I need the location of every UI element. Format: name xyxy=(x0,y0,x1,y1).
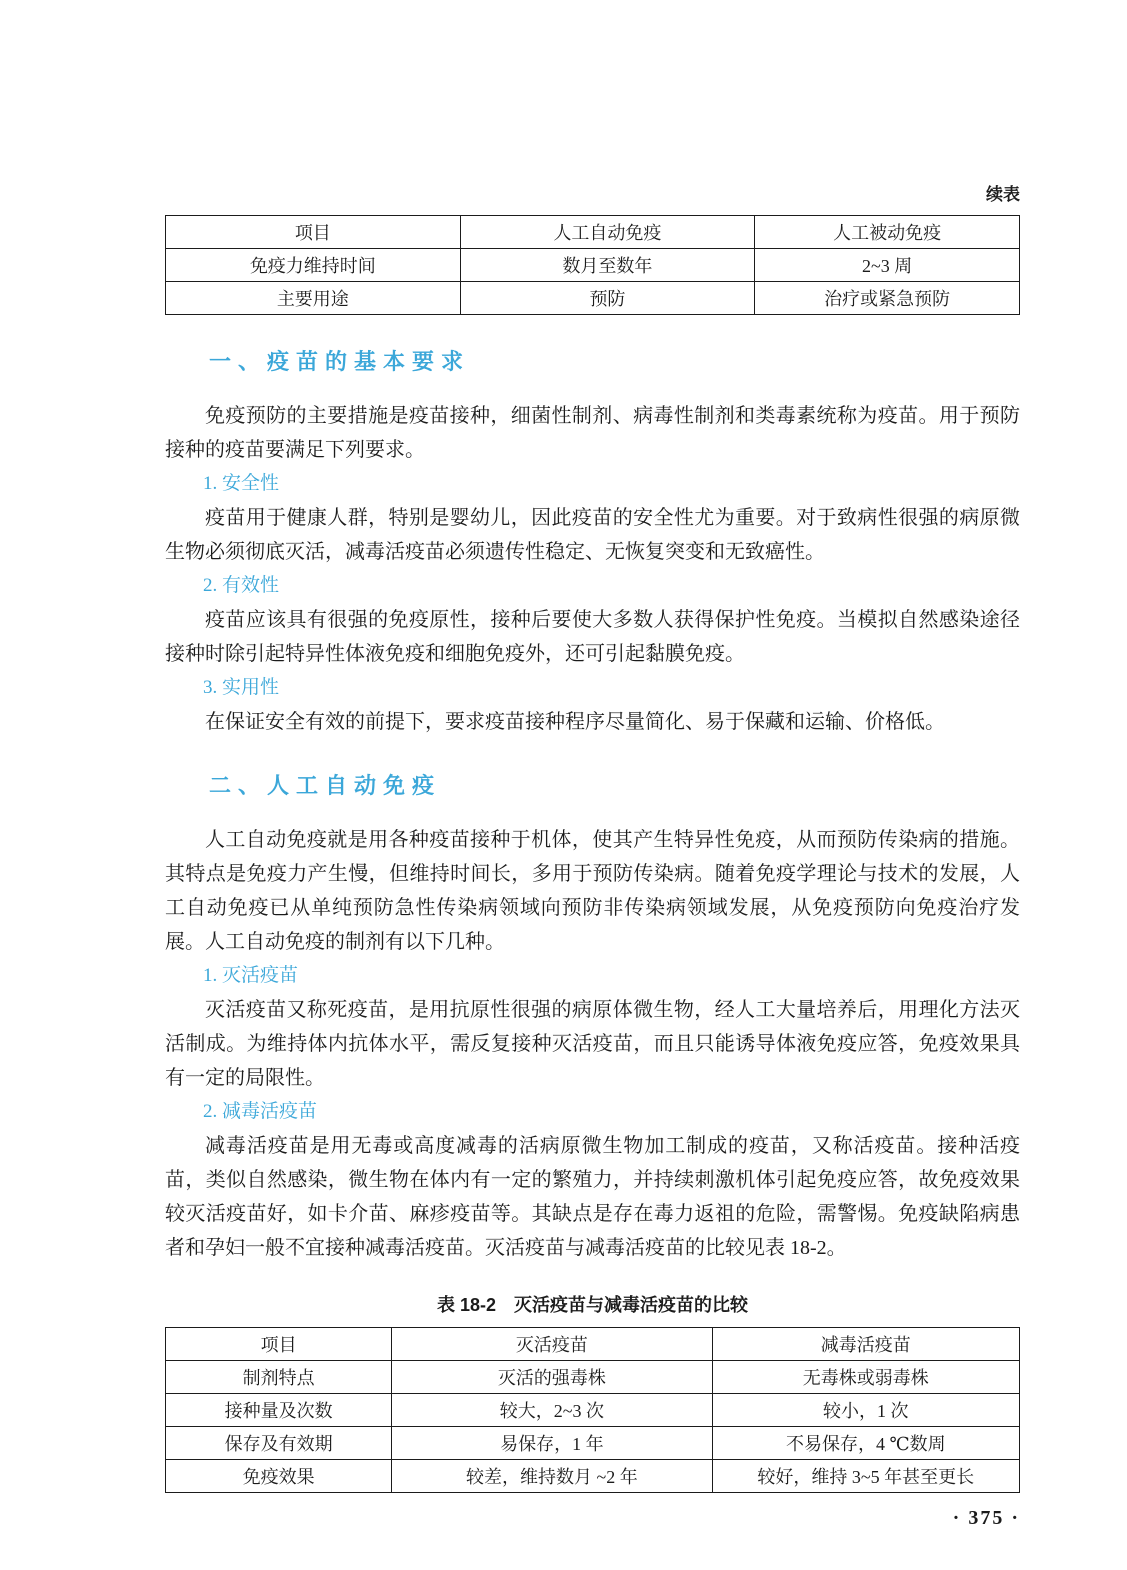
table-header-row xyxy=(166,1328,1020,1361)
table-cell: 免疫力维持时间 xyxy=(166,249,461,282)
continued-table xyxy=(165,215,1020,315)
table-header-cell: 项目 xyxy=(166,1328,392,1361)
table-cell: 免疫效果 xyxy=(166,1460,392,1493)
table-row xyxy=(166,1394,1020,1427)
paragraph-practicality: 在保证安全有效的前提下，要求疫苗接种程序尽量简化、易于保藏和运输、价格低。 xyxy=(205,711,945,733)
section-1-intro-paragraph: 免疫预防的主要措施是疫苗接种，细菌性制剂、病毒性制剂和类毒素统称为疫苗。用于预防接种的疫苗要满足下列要求。 xyxy=(165,405,1020,461)
table-row xyxy=(166,1361,1020,1394)
table-cell: 较小，1 次 xyxy=(712,1394,1019,1427)
subheading-effectiveness: 2. 有效性 xyxy=(203,575,280,596)
table-header-cell: 项目 xyxy=(166,216,461,249)
table-cell: 数月至数年 xyxy=(460,249,755,282)
table-cell: 易保存，1 年 xyxy=(392,1427,712,1460)
table-cell: 灭活的强毒株 xyxy=(392,1361,712,1394)
table-cell: 预防 xyxy=(460,282,755,315)
table-row xyxy=(166,282,1020,315)
table-cell: 制剂特点 xyxy=(166,1361,392,1394)
table-header-row xyxy=(166,216,1020,249)
table-cell: 接种量及次数 xyxy=(166,1394,392,1427)
paragraph-inactivated-vaccine: 灭活疫苗又称死疫苗，是用抗原性很强的病原体微生物，经人工大量培养后，用理化方法灭活制成。为维持体内抗体水平，需反复接种灭活疫苗，而且只能诱导体液免疫应答，免疫效果具有一定的局限性。 xyxy=(165,999,1020,1089)
paragraph-safety: 疫苗用于健康人群，特别是婴幼儿，因此疫苗的安全性尤为重要。对于致病性很强的病原微生物必须彻底灭活，减毒活疫苗必须遗传性稳定、无恢复突变和无致癌性。 xyxy=(165,507,1020,563)
paragraph-attenuated-vaccine: 减毒活疫苗是用无毒或高度减毒的活病原微生物加工制成的疫苗，又称活疫苗。接种活疫苗，类似自然感染，微生物在体内有一定的繁殖力，并持续刺激机体引起免疫应答，故免疫效果较灭活疫苗好，如卡介苗、麻疹疫苗等。其缺点是存在毒力返祖的危险，需警惕。免疫缺陷病患者和孕妇一般不宜接种减毒活疫苗。灭活疫苗与减毒活疫苗的比较见表 18-2。 xyxy=(165,1135,1020,1259)
table-cell: 主要用途 xyxy=(166,282,461,315)
continued-table-label: 续表 xyxy=(986,185,1020,204)
table-cell: 不易保存，4 ℃数周 xyxy=(712,1427,1019,1460)
subheading-inactivated-vaccine: 1. 灭活疫苗 xyxy=(203,965,299,986)
table-cell: 较好，维持 3~5 年甚至更长 xyxy=(712,1460,1019,1493)
table-cell: 较差，维持数月 ~2 年 xyxy=(392,1460,712,1493)
section-2-title: 二、人工自动免疫 xyxy=(209,773,442,798)
table-18-2 xyxy=(165,1327,1020,1493)
section-2-intro-paragraph: 人工自动免疫就是用各种疫苗接种于机体，使其产生特异性免疫，从而预防传染病的措施。其特点是免疫力产生慢，但维持时间长，多用于预防传染病。随着免疫学理论与技术的发展，人工自动免疫已从单纯预防急性传染病领域向预防非传染病领域发展，从免疫预防向免疫治疗发展。人工自动免疫的制剂有以下几种。 xyxy=(165,829,1020,953)
table-cell: 治疗或紧急预防 xyxy=(755,282,1020,315)
table-cell: 2~3 周 xyxy=(755,249,1020,282)
table-header-cell: 人工被动免疫 xyxy=(755,216,1020,249)
page-number: · 375 · xyxy=(952,1507,1020,1529)
table-header-cell: 人工自动免疫 xyxy=(460,216,755,249)
table-header-cell: 灭活疫苗 xyxy=(392,1328,712,1361)
section-1-title: 一、疫苗的基本要求 xyxy=(209,349,471,374)
subheading-practicality: 3. 实用性 xyxy=(203,677,280,698)
table-row xyxy=(166,1460,1020,1493)
table-cell: 保存及有效期 xyxy=(166,1427,392,1460)
paragraph-effectiveness: 疫苗应该具有很强的免疫原性，接种后要使大多数人获得保护性免疫。当模拟自然感染途径接种时除引起特异性体液免疫和细胞免疫外，还可引起黏膜免疫。 xyxy=(165,609,1020,665)
subheading-attenuated-vaccine: 2. 减毒活疫苗 xyxy=(203,1101,318,1122)
table-18-2-caption: 表 18-2 灭活疫苗与减毒活疫苗的比较 xyxy=(436,1295,749,1315)
table-row xyxy=(166,249,1020,282)
table-row xyxy=(166,1427,1020,1460)
table-header-cell: 减毒活疫苗 xyxy=(712,1328,1019,1361)
table-cell: 无毒株或弱毒株 xyxy=(712,1361,1019,1394)
subheading-safety: 1. 安全性 xyxy=(203,473,280,494)
table-cell: 较大，2~3 次 xyxy=(392,1394,712,1427)
